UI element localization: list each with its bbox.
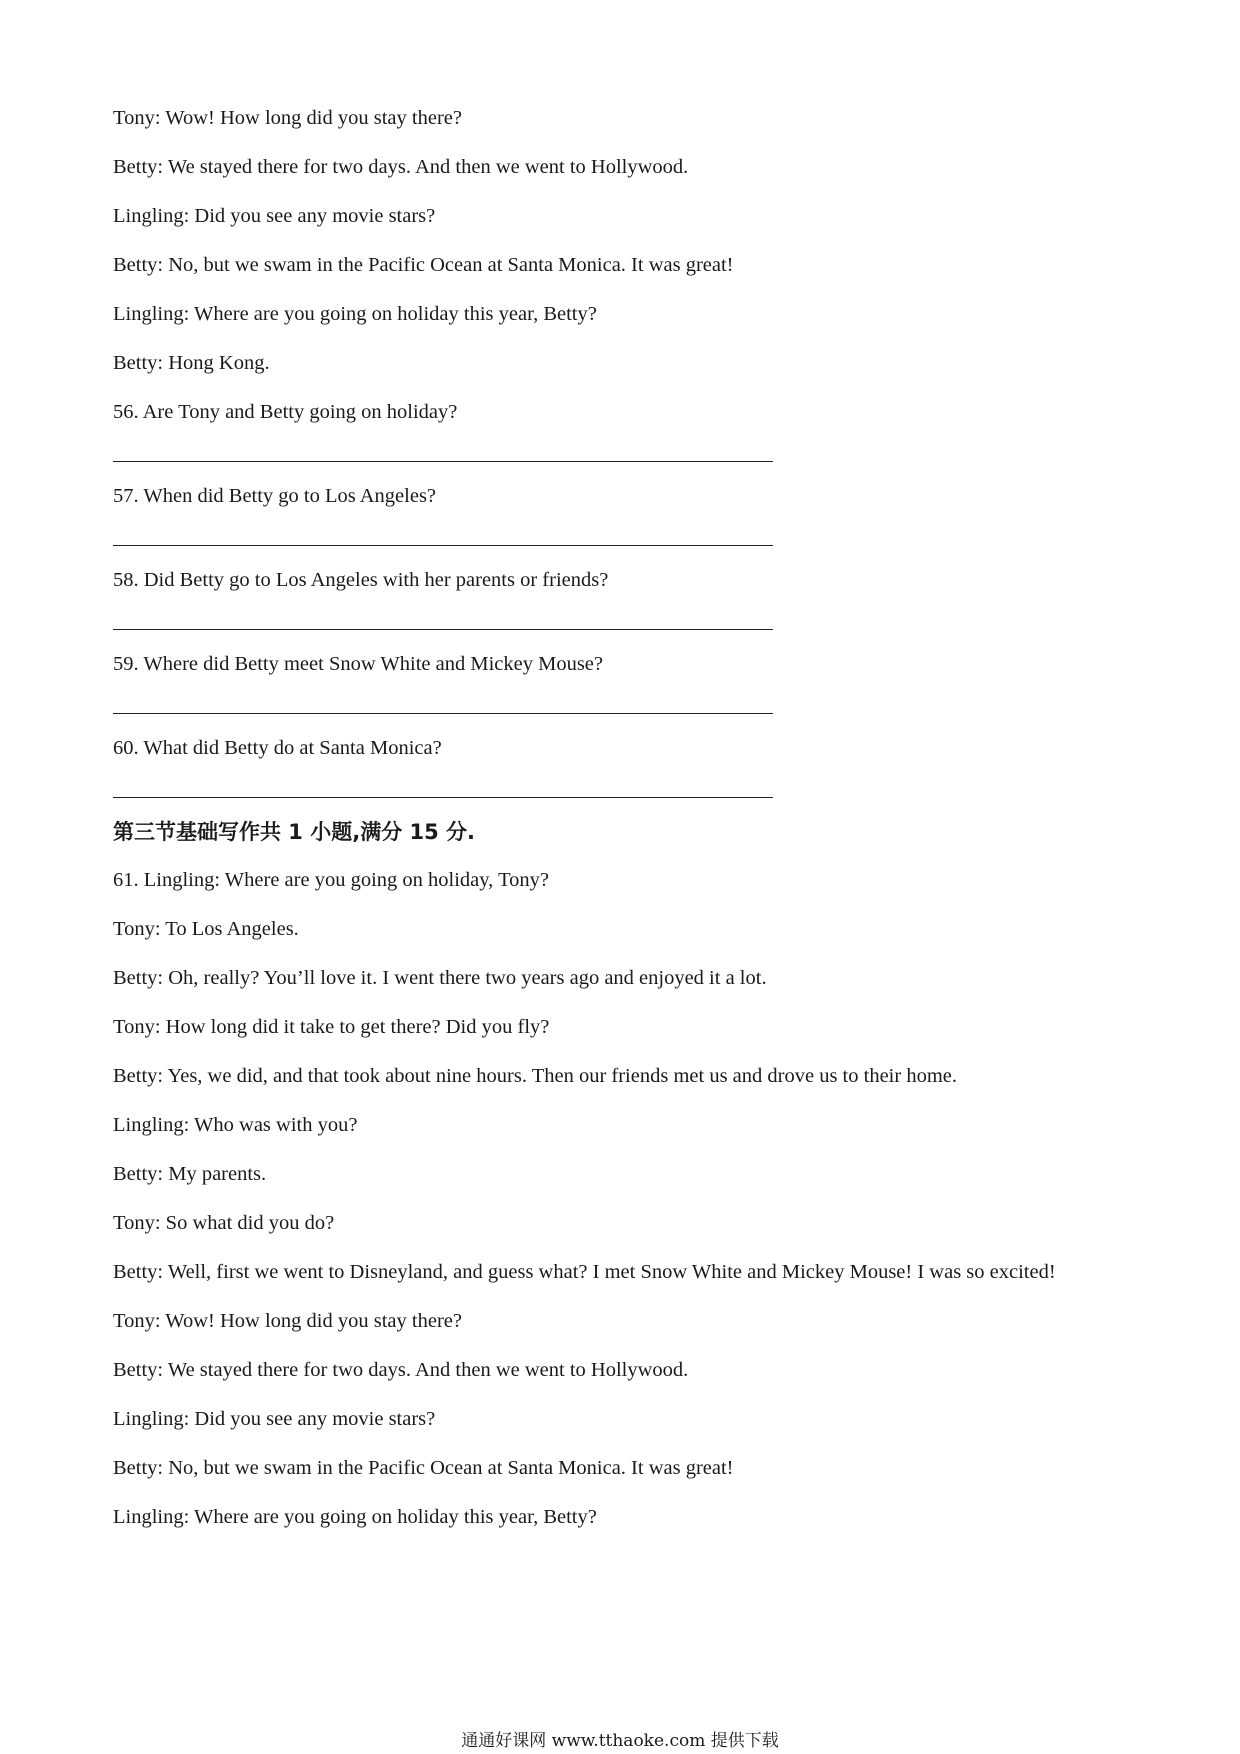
answer-blank[interactable]	[113, 427, 773, 462]
dialogue-line: Betty: We stayed there for two days. And then we went to Hollywood.	[113, 1359, 689, 1381]
dialogue-line: Betty: We stayed there for two days. And then we went to Hollywood.	[113, 156, 689, 178]
answer-blank[interactable]	[113, 763, 773, 798]
dialogue-line: Betty: Oh, really? You’ll love it. I went there two years ago and enjoyed it a lot.	[113, 967, 767, 989]
answer-blank[interactable]	[113, 679, 773, 714]
dialogue-top	[113, 104, 1133, 378]
dialogue-line: Betty: My parents.	[113, 1163, 267, 1185]
question-item	[113, 482, 1133, 546]
dialogue-line: Lingling: Who was with you?	[113, 1114, 358, 1136]
dialogue-line: Betty: Hong Kong.	[113, 352, 270, 374]
question-item	[113, 566, 1133, 630]
question-text: 58. Did Betty go to Los Angeles with her parents or friends?	[113, 569, 609, 591]
question-text: 60. What did Betty do at Santa Monica?	[113, 737, 442, 759]
question-item	[113, 650, 1133, 714]
dialogue-line: Tony: How long did it take to get there? Did you fly?	[113, 1016, 550, 1038]
question-item	[113, 734, 1133, 798]
dialogue-line: Lingling: Where are you going on holiday this year, Betty?	[113, 1506, 597, 1528]
dialogue-line: Lingling: Did you see any movie stars?	[113, 205, 436, 227]
dialogue-line: Tony: To Los Angeles.	[113, 918, 299, 940]
dialogue-line: Lingling: Did you see any movie stars?	[113, 1408, 436, 1430]
section-title: 第三节基础写作共 1 小题,满分 15 分.	[113, 820, 476, 844]
dialogue-line: Betty: Yes, we did, and that took about nine hours. Then our friends met us and drove us to their home.	[113, 1065, 957, 1087]
page-footer: 通通好课网 www.tthaoke.com 提供下载	[461, 1731, 779, 1751]
dialogue-line: Tony: Wow! How long did you stay there?	[113, 107, 462, 129]
dialogue-bottom	[113, 866, 1133, 1532]
question-item	[113, 398, 1133, 462]
dialogue-line: Betty: No, but we swam in the Pacific Ocean at Santa Monica. It was great!	[113, 254, 734, 276]
answer-blank[interactable]	[113, 595, 773, 630]
dialogue-line: Betty: Well, first we went to Disneyland, and guess what? I met Snow White and Mickey Mouse! I was so excited!	[113, 1261, 1056, 1283]
question-text: 57. When did Betty go to Los Angeles?	[113, 485, 437, 507]
dialogue-line: Lingling: Where are you going on holiday this year, Betty?	[113, 303, 597, 325]
answer-blank[interactable]	[113, 511, 773, 546]
page-content	[113, 104, 1133, 1552]
question-text: 59. Where did Betty meet Snow White and Mickey Mouse?	[113, 653, 603, 675]
dialogue-line: Tony: Wow! How long did you stay there?	[113, 1310, 462, 1332]
question-list	[113, 398, 1133, 798]
dialogue-line: Tony: So what did you do?	[113, 1212, 335, 1234]
dialogue-line: 61. Lingling: Where are you going on holiday, Tony?	[113, 869, 550, 891]
question-text: 56. Are Tony and Betty going on holiday?	[113, 401, 458, 423]
dialogue-line: Betty: No, but we swam in the Pacific Ocean at Santa Monica. It was great!	[113, 1457, 734, 1479]
